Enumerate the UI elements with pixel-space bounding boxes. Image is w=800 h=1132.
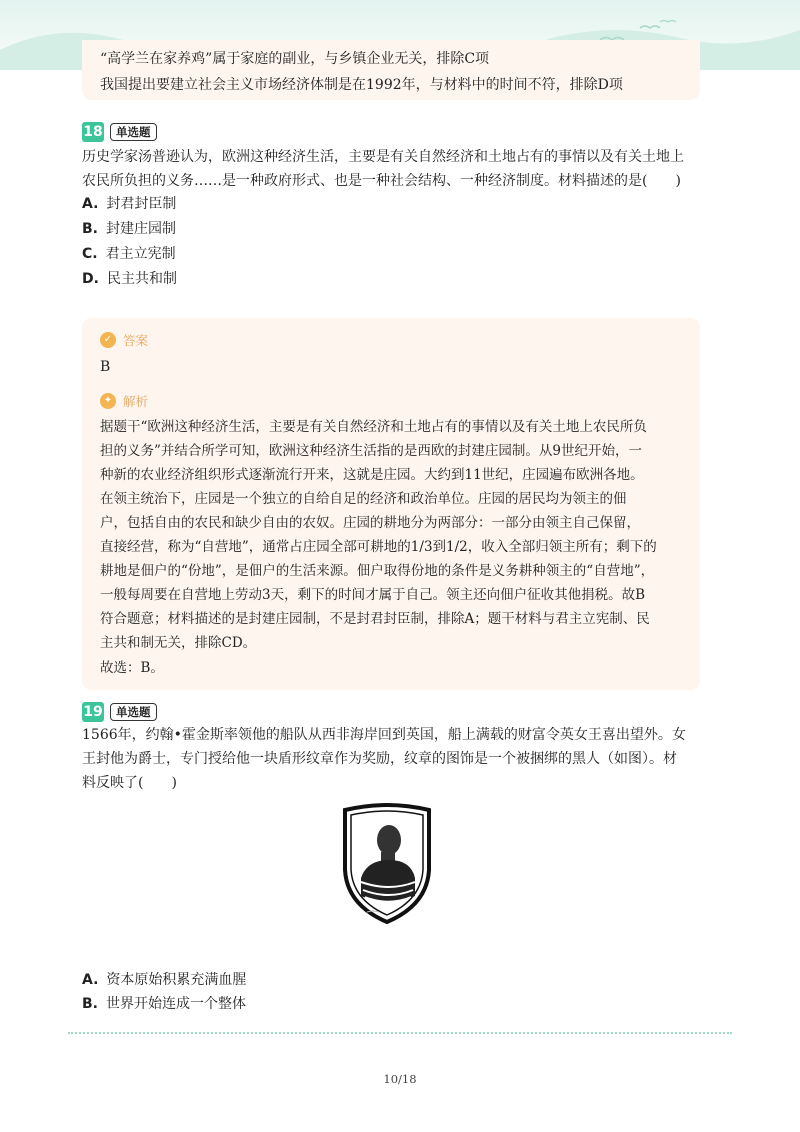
- answer-tag: [100, 331, 148, 349]
- check-icon: ✓: [100, 332, 116, 348]
- coat-of-arms-image: [337, 800, 437, 928]
- analysis-line: 直接经营，称为“自营地”，通常占庄园全部可耕地的1/3到1/2，收入全部归领主所有；剩下的: [100, 539, 657, 555]
- option-b[interactable]: [82, 219, 176, 239]
- prev-analysis-line-2: 我国提出要建立社会主义市场经济体制是在1992年，与材料中的时间不符，排除D项: [100, 77, 623, 93]
- answer-value: B: [100, 359, 111, 375]
- question-18-stem-line-2: 农民所负担的义务……是一种政府形式、也是一种社会结构、一种经济制度。材料描述的是( ): [82, 173, 681, 189]
- page-number: 10/18: [383, 1072, 417, 1086]
- question-type-badge: 单选题: [110, 703, 157, 721]
- analysis-line: 耕地是佃户的“份地”，是佃户的生活来源。佃户取得份地的条件是义务耕种领主的“自营地”，: [100, 563, 655, 579]
- analysis-tag: [100, 392, 148, 410]
- answer-label: 答案: [123, 333, 149, 348]
- option-text: 君主立宪制: [105, 246, 176, 262]
- option-letter: D.: [82, 271, 99, 287]
- option-text: 世界开始连成一个整体: [106, 996, 246, 1012]
- option-text: 封君封臣制: [106, 196, 177, 212]
- option-letter: A.: [82, 972, 99, 988]
- option-a[interactable]: [82, 970, 246, 990]
- option-text: 资本原始积累充满血腥: [106, 972, 247, 988]
- option-letter: A.: [82, 196, 99, 212]
- prev-analysis-line-1: “高学兰在家养鸡”属于家庭的副业，与乡镇企业无关，排除C项: [100, 51, 490, 67]
- option-a[interactable]: [82, 194, 176, 214]
- question-18-stem-line-1: 历史学家汤普逊认为，欧洲这种经济生活，主要是有关自然经济和土地占有的事情以及有关土地上: [82, 149, 684, 165]
- question-19-header: [82, 702, 157, 722]
- analysis-line: 符合题意；材料描述的是封建庄园制，不是封君封臣制，排除A；题干材料与君主立宪制、民: [100, 611, 650, 627]
- option-letter: B.: [82, 996, 98, 1012]
- option-c[interactable]: [82, 244, 176, 264]
- option-d[interactable]: [82, 269, 177, 289]
- analysis-line: 据题干“欧洲这种经济生活，主要是有关自然经济和土地占有的事情以及有关土地上农民所负: [100, 419, 647, 435]
- analysis-conclusion: 故选：B。: [100, 660, 164, 676]
- option-letter: B.: [82, 221, 98, 237]
- analysis-line: 种新的农业经济组织形式逐渐流行开来，这就是庄园。大约到11世纪，庄园遍布欧洲各地。: [100, 467, 644, 483]
- question-19-stem-line-2: 王封他为爵士，专门授给他一块盾形纹章作为奖励，纹章的图饰是一个被捆绑的黑人（如图）。材: [82, 751, 677, 767]
- analysis-line: 一般每周要在自营地上劳动3天，剩下的时间才属于自己。领主还向佃户征收其他捐税。故B: [100, 587, 646, 603]
- option-text: 民主共和制: [106, 271, 177, 287]
- option-text: 封建庄园制: [106, 221, 176, 237]
- analysis-line: 主共和制无关，排除CD。: [100, 635, 257, 651]
- question-number: 19: [83, 704, 103, 720]
- analysis-line: 户，包括自由的农民和缺少自由的农奴。庄园的耕地分为两部分：一部分由领主自己保留，: [100, 515, 640, 531]
- question-number: 18: [83, 124, 103, 140]
- analysis-line: 在领主统治下，庄园是一个独立的自给自足的经济和政治单位。庄园的居民均为领主的佃: [100, 491, 627, 507]
- lightbulb-icon: ✦: [100, 393, 116, 409]
- page-divider: [68, 1032, 732, 1034]
- option-letter: C.: [82, 246, 98, 262]
- question-type-badge: 单选题: [110, 123, 157, 141]
- analysis-label: 解析: [123, 394, 149, 409]
- option-b[interactable]: [82, 994, 246, 1014]
- question-19-stem-line-1: 1566年，约翰•霍金斯率领他的船队从西非海岸回到英国，船上满载的财富令英女王喜出望外。女: [82, 727, 686, 743]
- question-19-stem-line-3: 料反映了( ): [82, 775, 177, 791]
- analysis-line: 担的义务”并结合所学可知，欧洲这种经济生活指的是西欧的封建庄园制。从9世纪开始，一: [100, 443, 642, 459]
- question-18-header: [82, 122, 157, 142]
